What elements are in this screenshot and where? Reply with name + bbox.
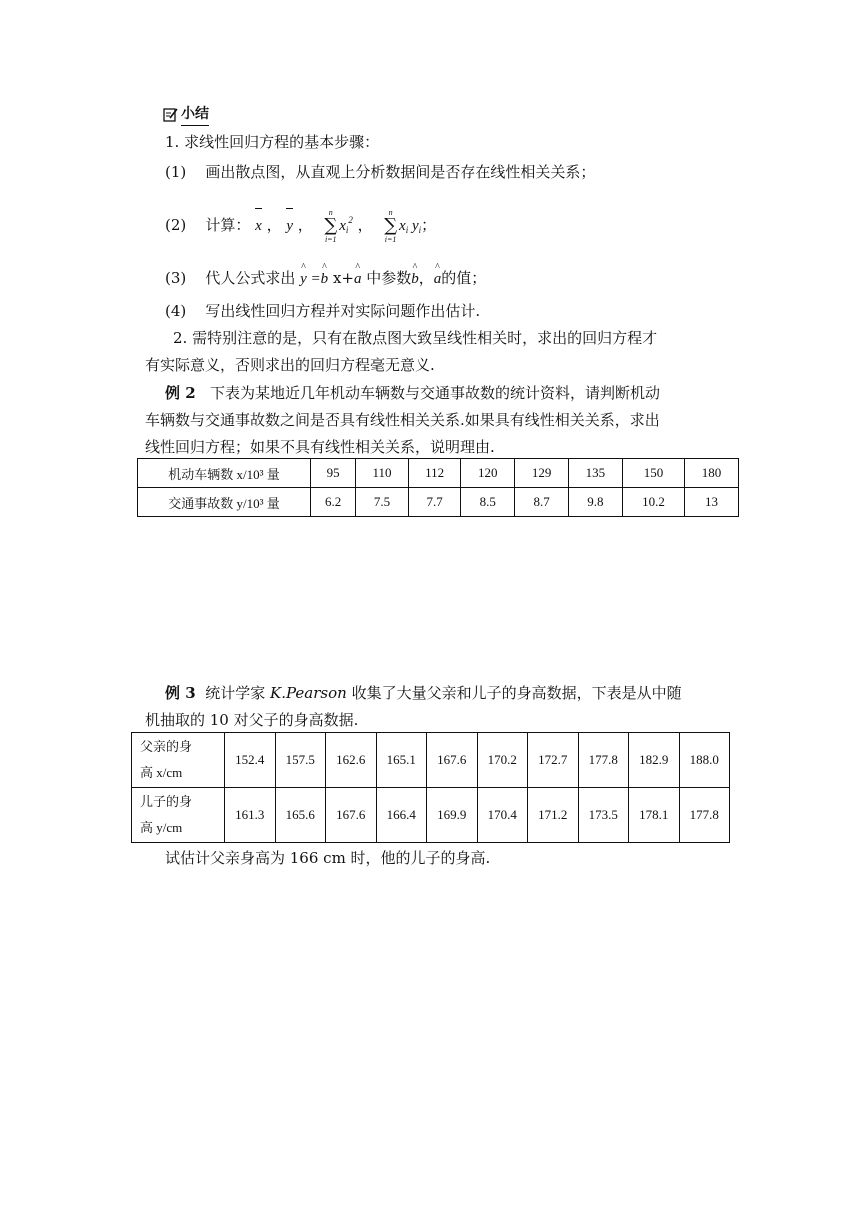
table-cell: 161.3	[225, 788, 276, 843]
summary-header	[163, 104, 209, 126]
row-header: 机动车辆数 x/10³ 量	[138, 459, 311, 488]
summary-title: 小结	[181, 104, 209, 126]
table-cell: 152.4	[225, 733, 276, 788]
table-row	[138, 459, 739, 488]
table-cell: 165.1	[376, 733, 427, 788]
row-header: 交通事故数 y/10³ 量	[138, 488, 311, 517]
sum-xi-squared: n ∑ i=1	[324, 208, 338, 244]
table-cell: 177.8	[578, 733, 629, 788]
example3-question: 试估计父亲身高为 166 cm 时，他的儿子的身高.	[165, 849, 491, 867]
table-cell: 169.9	[427, 788, 478, 843]
example2-line-1: 例 2 下表为某地近几年机动车辆数与交通事故数的统计资料，请判断机动	[165, 384, 660, 402]
note-line-2: 有实际意义，否则求出的回归方程毫无意义.	[145, 356, 435, 374]
step-1: (1) 画出散点图，从直观上分析数据间是否存在线性相关关系；	[165, 163, 596, 181]
table-cell: 7.7	[408, 488, 461, 517]
table-cell: 112	[408, 459, 461, 488]
table-cell: 172.7	[528, 733, 579, 788]
table-cell: 182.9	[629, 733, 680, 788]
table-cell: 8.5	[461, 488, 515, 517]
table-cell: 170.4	[477, 788, 528, 843]
table-cell: 6.2	[311, 488, 356, 517]
x-bar: x	[255, 211, 262, 241]
note-line-1: 2. 需特别注意的是，只有在散点图大致呈线性相关时，求出的回归方程才	[173, 329, 658, 347]
table-cell: 13	[685, 488, 739, 517]
step-3: (3) 代人公式求出 ^ y =^ b x+^ a 中参数^ b，^ a的值；	[165, 268, 486, 289]
row-header: 父亲的身 高 x/cm	[132, 733, 225, 788]
summary-heading: 1. 求线性回归方程的基本步骤：	[165, 133, 380, 151]
y-bar: y	[286, 211, 293, 241]
table-cell: 129	[515, 459, 569, 488]
step-2: (2) 计算： x ， y ， n ∑ i=1 $x_i^2$ ， n ∑ i=1 $x_i$ $y_i$；	[165, 208, 437, 244]
table-row	[132, 733, 730, 788]
table-cell: 167.6	[427, 733, 478, 788]
table-cell: 157.5	[275, 733, 326, 788]
table-cell: 177.8	[679, 788, 730, 843]
table-cell: 171.2	[528, 788, 579, 843]
example3-line-2: 机抽取的 10 对父子的身高数据.	[145, 711, 359, 729]
table-cell: 166.4	[376, 788, 427, 843]
table-cell: 10.2	[622, 488, 684, 517]
table-cell: 173.5	[578, 788, 629, 843]
example2-line-2: 车辆数与交通事故数之间是否具有线性相关关系.如果具有线性相关关系，求出	[145, 411, 660, 429]
vehicle-accident-table	[137, 458, 739, 517]
table-cell: 150	[622, 459, 684, 488]
table-cell: 165.6	[275, 788, 326, 843]
table-cell: 162.6	[326, 733, 377, 788]
table-cell: 95	[311, 459, 356, 488]
table-cell: 9.8	[568, 488, 622, 517]
example3-line-1: 例 3 统计学家 K.Pearson 收集了大量父亲和儿子的身高数据，下表是从中随	[165, 684, 682, 702]
table-cell: 110	[356, 459, 409, 488]
pencil-note-icon	[163, 107, 179, 123]
row-header: 儿子的身 高 y/cm	[132, 788, 225, 843]
step-4: (4) 写出线性回归方程并对实际问题作出估计.	[165, 302, 481, 320]
table-cell: 120	[461, 459, 515, 488]
table-cell: 188.0	[679, 733, 730, 788]
table-cell: 180	[685, 459, 739, 488]
table-row	[132, 788, 730, 843]
height-table	[131, 732, 730, 843]
table-cell: 170.2	[477, 733, 528, 788]
table-cell: 167.6	[326, 788, 377, 843]
example2-line-3: 线性回归方程；如果不具有线性相关关系，说明理由.	[145, 438, 495, 456]
table-cell: 7.5	[356, 488, 409, 517]
table-cell: 135	[568, 459, 622, 488]
table-row	[138, 488, 739, 517]
sum-xi-yi: n ∑ i=1	[384, 208, 398, 244]
table-cell: 8.7	[515, 488, 569, 517]
table-cell: 178.1	[629, 788, 680, 843]
